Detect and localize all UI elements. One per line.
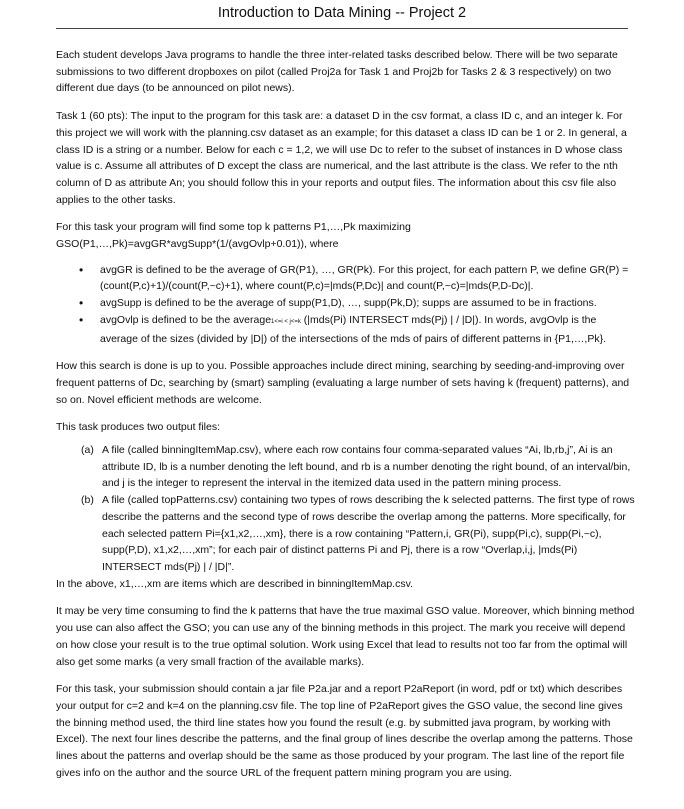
task1-paragraph: Task 1 (60 pts): The input to the program for this task are: a dataset D in the csv format, a class ID c, and an integer k. For this project we will work with the planning.csv dataset as an example; for this dataset a class ID can be 1 or 2. In general, a class ID is a string or a number. Below for each c = 1,2, we will use Dc to refer to the subset of instances in D whose class value is c. Assume all attributes of D except the class are numerical, and the last attribute is the class. We refer to the nth column of D as attribute An; you should follow this in your reports and output files. The information about this csv file also applies to the other tasks.	[56, 110, 627, 206]
bullet-avgovlp	[100, 312, 636, 347]
outputs-intro: This task produces two output files:	[56, 421, 220, 434]
avgovlp-text-post: (|mds(Pi) INTERSECT mds(Pj) | / |D|). In words, avgOvlp is the average of the sizes (divided by |D|) of the intersections of the mds of pairs of different patterns in {P1,…,Pk}.	[100, 313, 607, 345]
output-item-b	[81, 492, 636, 576]
search-paragraph: How this search is done is up to you. Possible approaches include direct mining, searching by seeding-and-improving over frequent patterns of Dc, searching by (smart) sampling (evaluating a large number of sets having k (frequent) patterns), and so on. Novel efficient methods are welcome.	[56, 360, 630, 406]
output-b-text: A file (called topPatterns.csv) containing two types of rows describing the k selected patterns. The first type of rows describe the patterns and the second type of rows describe the overlap among the patterns. More specifically, for each selected pattern Pi={x1,x2,…,xm}, there is a row containing “Pattern,i, GR(Pi), supp(Pi,c), supp(Pi,~c), supp(P,D), x1,x2,…,xm”; for each pair of distinct patterns Pi and Pj, there is a row “Overlap,i,j, |mds(Pi) INTERSECT mds(Pj) | / |D|”.	[102, 494, 635, 573]
output-item-a	[81, 442, 636, 492]
submission-paragraph: For this task, your submission should contain a jar file P2a.jar and a report P2aReport (in word, pdf or txt) which describes your output for c=2 and k=4 on the planning.csv file. The top line of P2aReport gives the GSO value, the second line gives the binning method used, the third line states how you found the result (e.g. by submitted java program, by working with Excel). The next four lines describe the patterns, and the final group of lines describe the overlap among the patterns. Those lines about the patterns and overlap should be the same as those produced by your program. The last line of the report file gives info on the author and the source URL of the frequent pattern mining program you are using.	[56, 683, 633, 779]
objective-paragraph	[56, 219, 636, 252]
title-rule	[56, 28, 628, 29]
objective-line-1: For this task your program will find some top k patterns P1,…,Pk maximizing	[56, 221, 411, 234]
objective-line-2: GSO(P1,…,Pk)=avgGR*avgSupp*(1/(avgOvlp+0.01)), where	[56, 238, 339, 251]
bullet-avggr: • avgGR is defined to be the average of GR(P1), …, GR(Pk). For this project, for each pattern P, we define GR(P) = (count(P,c)+1)/(count(P,~c)+1), where count(P,c)=|mds(P,Dc)| and count(P,~c)=|mds(P,D-Dc)|.	[100, 262, 636, 295]
bullet-avgsupp: • avgSupp is defined to be the average of supp(P1,D), …, supp(Pk,D); supps are assumed to be in fractions.	[100, 295, 636, 312]
page-title: Introduction to Data Mining -- Project 2	[217, 5, 467, 21]
outputs-list	[56, 442, 636, 576]
intro-paragraph: Each student develops Java programs to handle the three inter-related tasks described below. There will be two separate submissions to two different dropboxes on pilot (called Proj2a for Task 1 and Proj2b for Tasks 2 & 3 respectively) on two different due days (to be announced on pilot news).	[56, 49, 618, 95]
output-b-label: (b)	[81, 494, 94, 507]
output-a-text: A file (called binningItemMap.csv), where each row contains four comma-separated values “Ai, lb,rb,j”, Ai is an attribute ID, lb is a number denoting the left bound, and rb is a number denoting the right bound, of an interval/bin, and j is the integer to represent the interval in the itemized data used in the pattern mining process.	[102, 444, 631, 490]
document-body	[56, 47, 636, 792]
avgovlp-text-pre: avgOvlp is defined to be the average	[100, 313, 272, 326]
output-a-label: (a)	[81, 444, 94, 457]
definitions-list	[56, 262, 636, 348]
consuming-paragraph: It may be very time consuming to find the k patterns that have the true maximal GSO value. Moreover, which binning method you use can also affect the GSO; you can use any of the binning methods in this project. The mark you receive will depend on how close your result is to the true optimal solution. Work using Excel that lead to results not too far from the optimal will also get some marks (a very small fraction of the available marks).	[56, 605, 635, 668]
avgovlp-subscript: 1<=i < j<=k	[271, 318, 301, 325]
above-note: In the above, x1,…,xm are items which are described in binningItemMap.csv.	[56, 577, 413, 590]
